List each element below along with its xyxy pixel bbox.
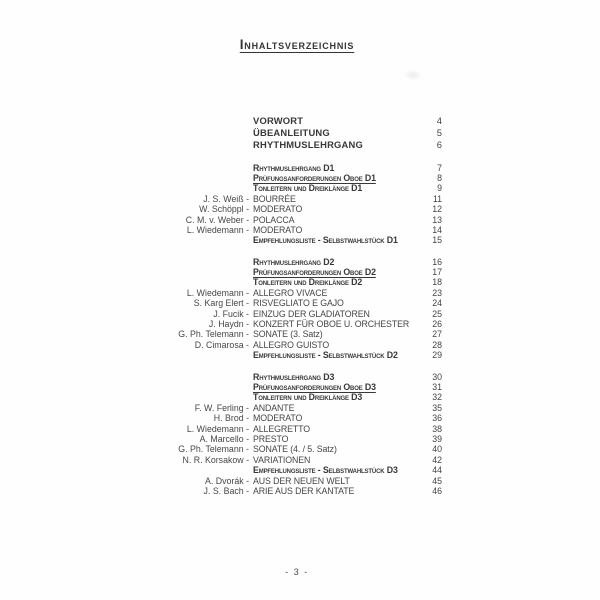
toc-row bbox=[152, 204, 442, 214]
entry-page-number: 29 bbox=[432, 350, 442, 361]
toc-row bbox=[152, 465, 442, 475]
toc-row bbox=[152, 225, 442, 235]
composer-name: L. Wiedemann - bbox=[186, 287, 249, 298]
toc-row bbox=[152, 476, 442, 486]
entry-title: Rhythmuslehrgang D1 bbox=[253, 162, 335, 173]
toc-row bbox=[152, 115, 442, 127]
toc-row bbox=[152, 277, 442, 287]
toc-row bbox=[152, 267, 442, 277]
entry-page-number: 13 bbox=[432, 214, 442, 225]
entry-title: RISVEGLIATO E GAJO bbox=[253, 298, 344, 309]
composer-name: C. M. v. Weber - bbox=[185, 214, 249, 225]
entry-title: ANDANTE bbox=[253, 402, 295, 413]
composer-name: A. Dvorák - bbox=[205, 475, 249, 486]
composer-name: A. Marcello - bbox=[199, 433, 249, 444]
entry-page-number: 46 bbox=[432, 485, 442, 496]
entry-title: ALLEGRO GUISTO bbox=[253, 339, 330, 350]
entry-page-number: 24 bbox=[432, 298, 442, 309]
toc-row bbox=[152, 413, 442, 423]
composer-name: G. Ph. Telemann - bbox=[178, 444, 249, 455]
entry-title: Prüfungsanforderungen Oboe D2 bbox=[253, 267, 376, 278]
entry-page-number: 17 bbox=[432, 267, 442, 278]
entry-title: Rhythmuslehrgang D3 bbox=[253, 371, 335, 382]
entry-title: MODERATO bbox=[253, 224, 303, 235]
toc-row bbox=[152, 309, 442, 319]
entry-title: RHYTHMUSLEHRGANG bbox=[253, 139, 363, 151]
entry-page-number: 16 bbox=[432, 256, 442, 267]
entry-page-number: 45 bbox=[432, 475, 442, 486]
entry-title: ÜBEANLEITUNG bbox=[253, 127, 330, 139]
entry-page-number: 7 bbox=[437, 162, 442, 173]
entry-page-number: 26 bbox=[432, 319, 442, 330]
entry-title: Tonleitern und Dreiklänge D2 bbox=[253, 277, 363, 288]
entry-page-number: 27 bbox=[432, 329, 442, 340]
entry-title: PRESTO bbox=[253, 433, 289, 444]
toc-row bbox=[152, 350, 442, 360]
toc-row bbox=[152, 298, 442, 308]
entry-title: SONATE (4. / 5. Satz) bbox=[253, 444, 337, 455]
toc-row bbox=[152, 127, 442, 139]
composer-name: D. Cimarosa - bbox=[194, 339, 249, 350]
entry-title: Prüfungsanforderungen Oboe D3 bbox=[253, 381, 376, 392]
page-number-footer: - 3 - bbox=[285, 567, 309, 577]
composer-name: G. Ph. Telemann - bbox=[178, 329, 249, 340]
toc-row bbox=[152, 340, 442, 350]
toc-block-level-d1 bbox=[152, 163, 442, 246]
entry-page-number: 42 bbox=[432, 454, 442, 465]
toc-row bbox=[152, 215, 442, 225]
toc-row bbox=[152, 163, 442, 173]
toc-row bbox=[152, 139, 442, 151]
composer-name: F. W. Ferling - bbox=[194, 402, 249, 413]
toc-row bbox=[152, 173, 442, 183]
entry-page-number: 35 bbox=[432, 402, 442, 413]
entry-title: MODERATO bbox=[253, 413, 303, 424]
entry-page-number: 14 bbox=[432, 224, 442, 235]
toc-row bbox=[152, 392, 442, 402]
toc-row bbox=[152, 382, 442, 392]
toc-block-level-d2 bbox=[152, 257, 442, 361]
entry-title: AUS DER NEUEN WELT bbox=[253, 475, 350, 486]
entry-page-number: 9 bbox=[437, 183, 442, 194]
entry-title: SONATE (3. Satz) bbox=[253, 329, 323, 340]
composer-name: J. S. Weiß - bbox=[203, 193, 249, 204]
entry-page-number: 38 bbox=[432, 423, 442, 434]
entry-page-number: 36 bbox=[432, 413, 442, 424]
entry-title: Tonleitern und Dreiklänge D3 bbox=[253, 392, 363, 403]
entry-page-number: 39 bbox=[432, 433, 442, 444]
entry-page-number: 30 bbox=[432, 371, 442, 382]
entry-page-number: 25 bbox=[432, 308, 442, 319]
entry-page-number: 5 bbox=[436, 127, 442, 139]
entry-page-number: 44 bbox=[432, 465, 442, 476]
entry-page-number: 40 bbox=[432, 444, 442, 455]
composer-name: L. Wiedemann - bbox=[186, 224, 249, 235]
toc-row bbox=[152, 257, 442, 267]
composer-name: J. Haydn - bbox=[208, 319, 249, 330]
entry-title: Tonleitern und Dreiklänge D1 bbox=[253, 183, 363, 194]
entry-title: KONZERT FÜR OBOE U. ORCHESTER bbox=[253, 319, 410, 330]
toc-block-front-matter bbox=[152, 115, 442, 152]
composer-name: J. Fucik - bbox=[213, 308, 249, 319]
entry-title: Rhythmuslehrgang D2 bbox=[253, 256, 335, 267]
entry-title: Empfehlungsliste - Selbstwahlstück D3 bbox=[253, 465, 398, 476]
toc-row bbox=[152, 194, 442, 204]
composer-name: H. Brod - bbox=[213, 413, 249, 424]
toc-row bbox=[152, 235, 442, 245]
toc-row bbox=[152, 444, 442, 454]
composer-name: S. Karg Elert - bbox=[193, 298, 249, 309]
entry-page-number: 11 bbox=[432, 193, 442, 204]
entry-title: VORWORT bbox=[253, 115, 304, 126]
toc-row bbox=[152, 424, 442, 434]
toc-row bbox=[152, 434, 442, 444]
entry-page-number: 32 bbox=[432, 392, 442, 403]
toc-row bbox=[152, 403, 442, 413]
scan-artifact bbox=[404, 70, 422, 80]
entry-page-number: 18 bbox=[432, 277, 442, 288]
entry-page-number: 4 bbox=[436, 115, 442, 126]
toc-row bbox=[152, 455, 442, 465]
page-title: Inhaltsverzeichnis bbox=[239, 37, 355, 52]
toc-row bbox=[152, 183, 442, 193]
toc-row bbox=[152, 486, 442, 496]
entry-title: EINZUG DER GLADIATOREN bbox=[253, 308, 370, 319]
toc-row bbox=[152, 319, 442, 329]
toc-block-level-d3 bbox=[152, 372, 442, 497]
entry-page-number: 8 bbox=[437, 172, 442, 183]
toc-row bbox=[152, 329, 442, 339]
entry-page-number: 23 bbox=[432, 287, 442, 298]
entry-title: VARIATIONEN bbox=[253, 454, 311, 465]
entry-title: ALLEGRO VIVACE bbox=[253, 287, 328, 298]
composer-name: N. R. Korsakow - bbox=[182, 454, 249, 465]
entry-title: Empfehlungsliste - Selbstwahlstück D1 bbox=[253, 235, 398, 246]
entry-title: ARIE AUS DER KANTATE bbox=[253, 485, 355, 496]
entry-title: Empfehlungsliste - Selbstwahlstück D2 bbox=[253, 350, 398, 361]
composer-name: J. S. Bach - bbox=[203, 485, 249, 496]
toc-list bbox=[152, 115, 442, 507]
entry-page-number: 15 bbox=[432, 235, 442, 246]
entry-page-number: 12 bbox=[432, 204, 442, 215]
toc-row bbox=[152, 372, 442, 382]
entry-page-number: 28 bbox=[432, 339, 442, 350]
toc-row bbox=[152, 288, 442, 298]
composer-name: W. Schöppl - bbox=[199, 204, 249, 215]
entry-title: MODERATO bbox=[253, 204, 303, 215]
entry-title: Prüfungsanforderungen Oboe D1 bbox=[253, 172, 376, 183]
composer-name: L. Wiedemann - bbox=[186, 423, 249, 434]
entry-title: BOURRÉE bbox=[253, 193, 296, 204]
entry-title: POLACCA bbox=[253, 214, 295, 225]
entry-page-number: 31 bbox=[432, 381, 442, 392]
entry-page-number: 6 bbox=[436, 139, 442, 151]
entry-title: ALLEGRETTO bbox=[253, 423, 311, 434]
